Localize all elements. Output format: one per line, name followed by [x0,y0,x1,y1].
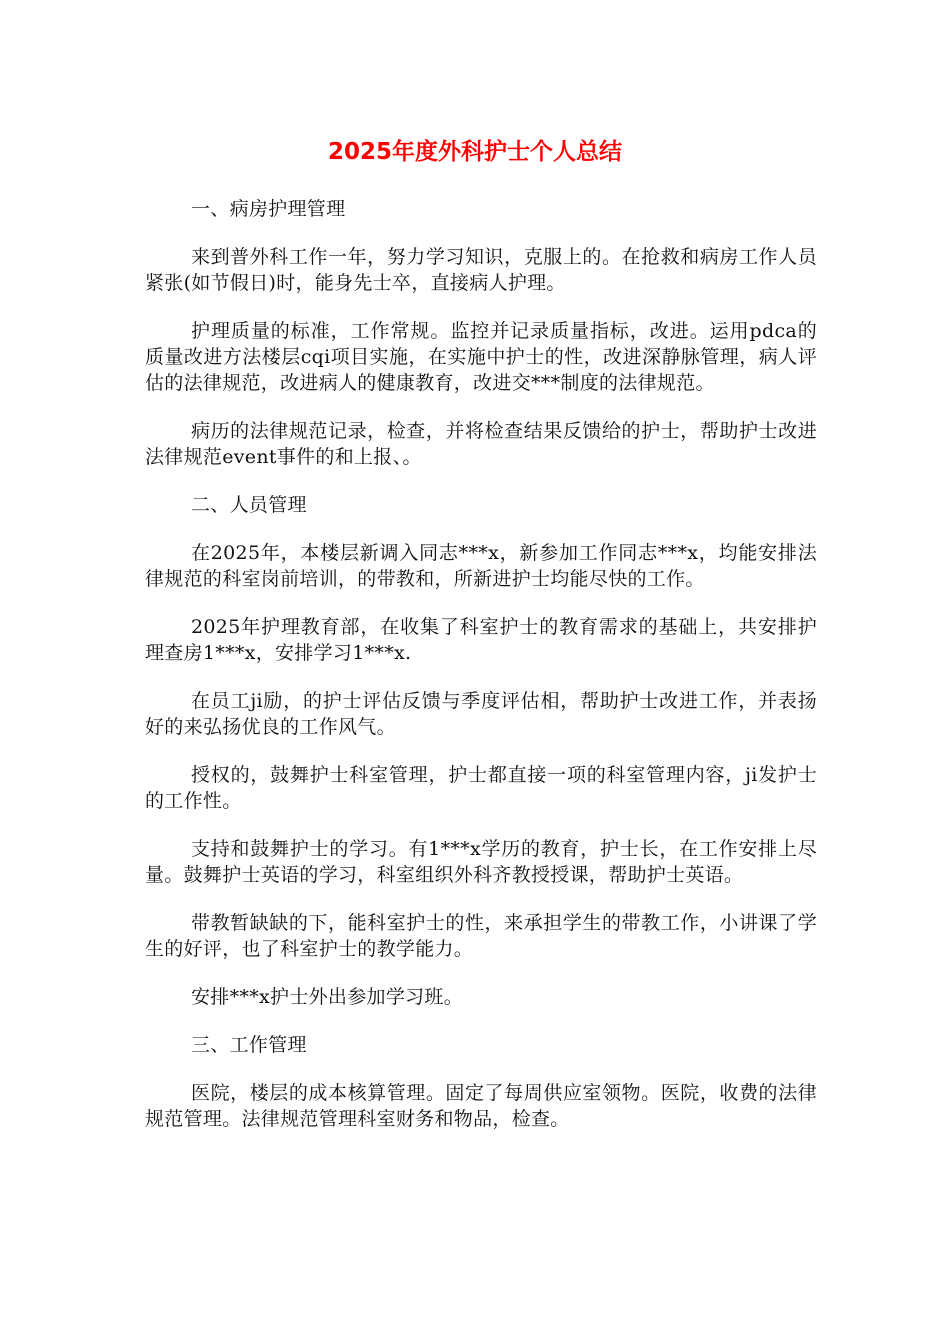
paragraph: 安排***x护士外出参加学习班。 [191,986,464,1008]
section-heading-ward-nursing: 一、病房护理管理 [191,198,346,220]
paragraph: 带教暂缺缺的下，能科室护士的性，来承担学生的带教工作，小讲课了学生的好评，也了科室护士的教学能力。 [145,912,817,960]
paragraph: 授权的，鼓舞护士科室管理，护士都直接一项的科室管理内容，ji发护士的工作性。 [145,764,817,812]
document-title: 2025年度外科护士个人总结 [327,139,622,165]
paragraph: 病历的法律规范记录，检查，并将检查结果反馈给的护士，帮助护士改进法律规范event事件的和上报、。 [145,420,817,468]
paragraph: 护理质量的标准，工作常规。监控并记录质量指标，改进。运用pdca的质量改进方法楼层cqi项目实施，在实施中护士的性，改进深静脉管理，病人评估的法律规范，改进病人的健康教育，改进交***制度的法律规范。 [145,320,817,394]
section-heading-personnel: 二、人员管理 [191,494,307,516]
paragraph: 2025年护理教育部，在收集了科室护士的教育需求的基础上，共安排护理查房1***x，安排学习1***x. [145,616,817,664]
paragraph: 医院，楼层的成本核算管理。固定了每周供应室领物。医院，收费的法律规范管理。法律规范管理科室财务和物品，检查。 [145,1082,817,1130]
document-body [145,196,817,1154]
section-heading-work-management: 三、工作管理 [191,1034,307,1056]
paragraph: 来到普外科工作一年，努力学习知识，克服上的。在抢救和病房工作人员紧张(如节假日)时，能身先士卒，直接病人护理。 [145,246,817,294]
paragraph: 支持和鼓舞护士的学习。有1***x学历的教育，护士长，在工作安排上尽量。鼓舞护士英语的学习，科室组织外科齐教授授课，帮助护士英语。 [145,838,817,886]
paragraph: 在2025年，本楼层新调入同志***x，新参加工作同志***x，均能安排法律规范的科室岗前培训，的带教和，所新进护士均能尽快的工作。 [145,542,817,590]
paragraph: 在员工ji励，的护士评估反馈与季度评估相，帮助护士改进工作，并表扬好的来弘扬优良的工作风气。 [145,690,817,738]
